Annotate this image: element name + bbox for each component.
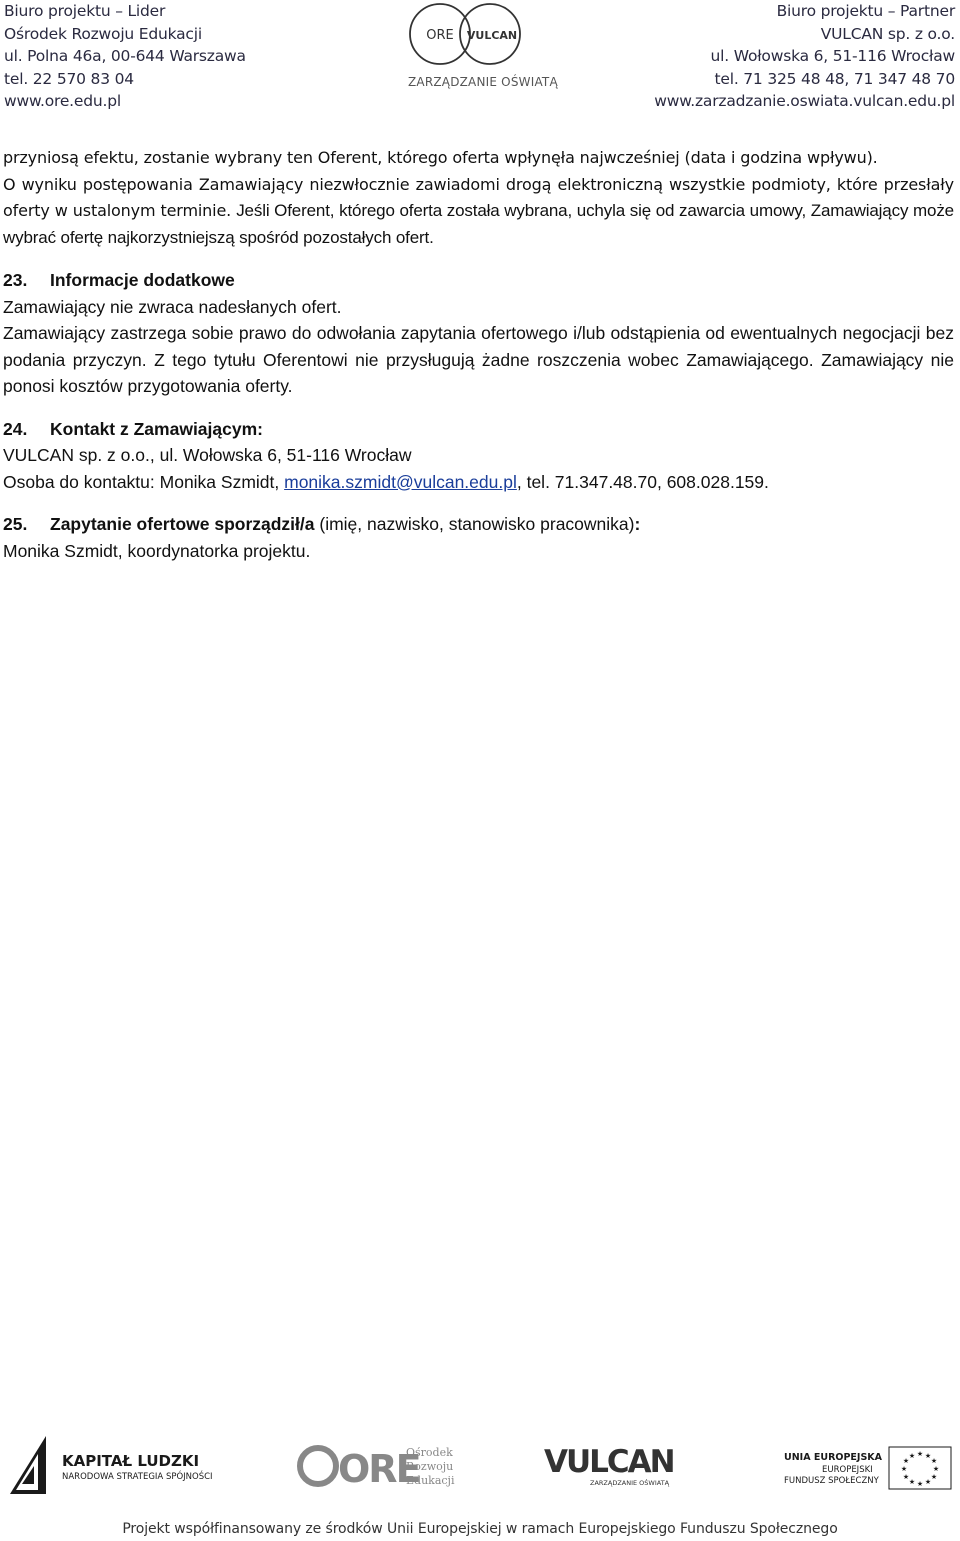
ore-word-1: Ośrodek — [406, 1446, 453, 1459]
svg-text:★: ★ — [924, 1452, 932, 1460]
kapital-ludzki-title: KAPITAŁ LUDZKI — [62, 1452, 200, 1470]
header-lead-office — [4, 0, 246, 113]
eu-line-2: EUROPEJSKI — [822, 1465, 873, 1475]
section-24-number: 24. — [3, 418, 28, 439]
footer-logos — [0, 1430, 960, 1500]
footer-funding-note: Projekt współfinansowany ze środków Unii Europejskiej w ramach Europejskiego Funduszu Społecznego — [122, 1521, 838, 1537]
section-25-colon: : — [634, 514, 641, 534]
document-body — [3, 145, 954, 564]
contact-suffix: , tel. 71.347.48.70, 608.028.159. — [516, 471, 769, 492]
eu-flag-icon — [888, 1446, 952, 1490]
svg-text:★: ★ — [930, 1457, 938, 1465]
eu-title: UNIA EUROPEJSKA — [784, 1452, 882, 1463]
section-25-heading — [3, 511, 954, 538]
svg-text:★: ★ — [916, 1480, 924, 1488]
ore-word-3: Edukacji — [406, 1474, 455, 1487]
svg-text:★: ★ — [924, 1478, 932, 1486]
ore-footer-words — [406, 1446, 454, 1488]
ore-footer-logo-text: ORE — [338, 1447, 420, 1491]
paragraph-notification — [3, 172, 954, 252]
svg-text:★: ★ — [916, 1450, 924, 1458]
contact-prefix: Osoba do kontaktu: Monika Szmidt, — [3, 471, 285, 492]
ore-footer-logo — [298, 1444, 420, 1491]
header-logo-vulcan-text: VULCAN — [466, 29, 518, 42]
paragraph-notification-a: O wyniku postępowania Zamawiający niezwłocznie zawiadomi drogą elektroniczną wszystkie podmioty, które przesłały oferty w ustalonym terminie. — [3, 174, 954, 220]
header-right-line-1: Biuro projektu – Partner — [776, 2, 955, 20]
svg-text:★: ★ — [930, 1473, 938, 1481]
svg-text:★: ★ — [902, 1457, 910, 1465]
section-23-heading — [3, 267, 954, 294]
section-24-contact — [3, 469, 954, 496]
header-right-line-4: tel. 71 325 48 48, 71 347 48 70 — [714, 69, 955, 88]
vulcan-footer-logo: VULCAN — [544, 1444, 674, 1480]
header-left-line-1: Biuro projektu – Lider — [4, 2, 166, 20]
section-25-author: Monika Szmidt, koordynatorka projektu. — [3, 540, 311, 561]
header-left-line-4: tel. 22 570 83 04 — [4, 69, 134, 88]
vulcan-footer-sub: ZARZĄDZANIE OŚWIATĄ — [590, 1479, 670, 1487]
header-right-line-3: ul. Wołowska 6, 51-116 Wrocław — [710, 47, 955, 66]
paragraph-tiebreak: przyniosą efektu, zostanie wybrany ten Oferent, którego oferta wpłynęła najwcześniej (data i godzina wpływu). — [3, 148, 878, 167]
svg-text:★: ★ — [908, 1478, 916, 1486]
svg-text:★: ★ — [908, 1452, 916, 1460]
section-23-title: Informacje dodatkowe — [50, 270, 235, 290]
section-23-line-2: Zamawiający zastrzega sobie prawo do odwołania zapytania ofertowego i/lub odstąpienia od ewentualnych negocjacji bez podania przyczyn. Z tego tytułu Oferentowi nie przysługują żadne roszczenia wobec Zamawiającego. Zamawiający nie ponosi kosztów przygotowania oferty. — [3, 323, 954, 396]
section-23-number: 23. — [3, 270, 28, 290]
section-23-line-1: Zamawiający nie zwraca nadesłanych ofert. — [3, 296, 342, 317]
section-24-title: Kontakt z Zamawiającym: — [50, 418, 263, 439]
kapital-ludzki-emblem-icon — [8, 1434, 48, 1496]
eu-line-3: FUNDUSZ SPOŁECZNY — [784, 1476, 879, 1486]
header-left-line-3: ul. Polna 46a, 00-644 Warszawa — [4, 47, 246, 66]
svg-text:★: ★ — [902, 1473, 910, 1481]
section-24-address: VULCAN sp. z o.o., ul. Wołowska 6, 51-116 Wrocław — [3, 445, 412, 465]
header-right-line-2: VULCAN sp. z o.o. — [820, 24, 955, 43]
section-24-heading — [3, 416, 954, 443]
paragraph-notification-b: Jeśli Oferent, którego oferta została wybrana, uchyla się od zawarcia umowy, Zamawiający może wybrać ofertę najkorzystniejszą spośród pozostałych ofert. — [3, 201, 954, 247]
kapital-ludzki-subtitle: NARODOWA STRATEGIA SPÓJNOŚCI — [62, 1472, 213, 1482]
header-logo-ore-text: ORE — [426, 28, 454, 43]
ore-word-2: Rozwoju — [406, 1460, 454, 1473]
svg-text:★: ★ — [932, 1465, 940, 1473]
section-25-paren: (imię, nazwisko, stanowisko pracownika) — [314, 514, 635, 534]
contact-email-link[interactable]: monika.szmidt@vulcan.edu.pl — [284, 471, 517, 492]
svg-text:★: ★ — [900, 1465, 908, 1473]
header-partner-office — [654, 0, 955, 113]
header-logo-caption: ZARZĄDZANIE OŚWIATĄ — [408, 75, 558, 89]
header-right-website: www.zarzadzanie.oswiata.vulcan.edu.pl — [654, 92, 955, 111]
section-25-title: Zapytanie ofertowe sporządził/a — [50, 514, 315, 534]
section-25-number: 25. — [3, 514, 28, 534]
header-left-line-2: Ośrodek Rozwoju Edukacji — [4, 24, 202, 43]
header-left-website: www.ore.edu.pl — [4, 92, 121, 111]
